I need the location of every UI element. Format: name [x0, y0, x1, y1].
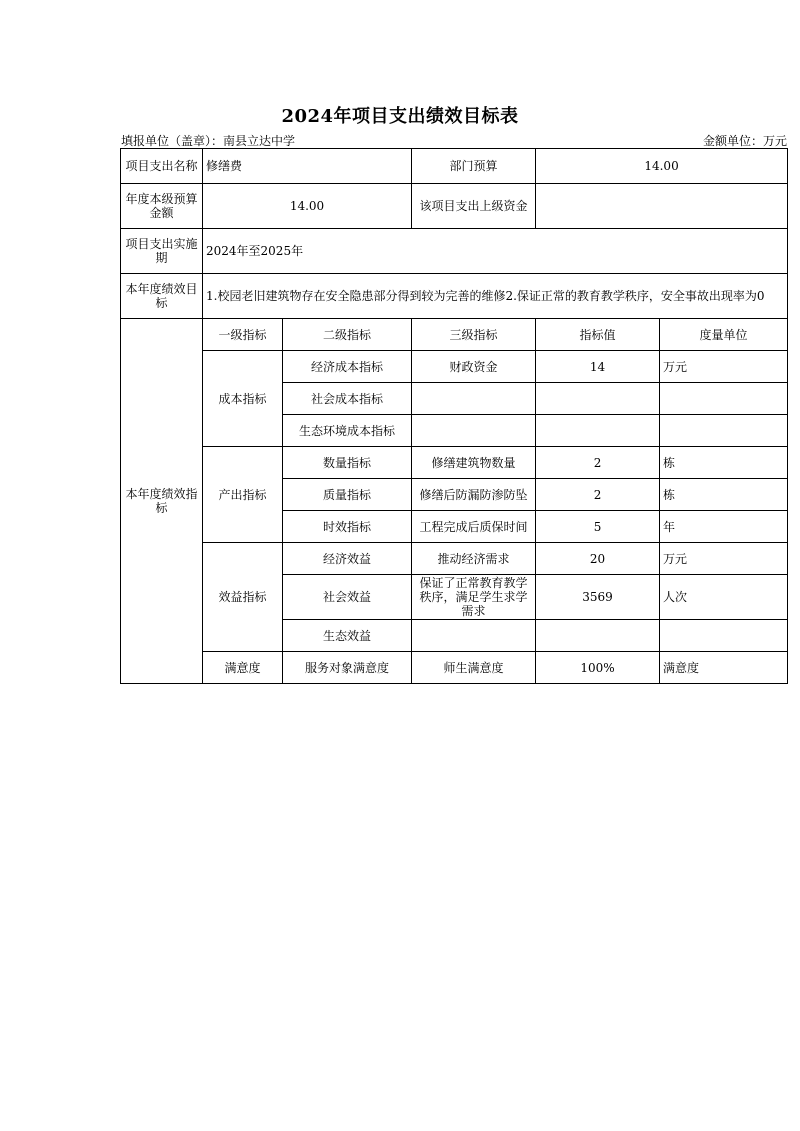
amount-unit: 金额单位：万元 [702, 134, 787, 148]
project-name-row [121, 149, 788, 184]
table-row [121, 543, 788, 575]
header-unit: 度量单位 [660, 319, 788, 351]
level2-cell: 社会效益 [283, 575, 412, 620]
unit-cell [660, 620, 788, 652]
level3-cell [412, 620, 536, 652]
unit-cell: 栋 [660, 479, 788, 511]
table-row [121, 652, 788, 684]
level2-cell: 社会成本指标 [283, 383, 412, 415]
level2-cell: 生态环境成本指标 [283, 415, 412, 447]
level2-cell: 数量指标 [283, 447, 412, 479]
level2-cell: 质量指标 [283, 479, 412, 511]
goal-label: 本年度绩效目标 [121, 274, 203, 319]
level3-cell: 修缮建筑物数量 [412, 447, 536, 479]
value-cell: 5 [536, 511, 660, 543]
goal-row [121, 274, 788, 319]
level2-cell: 生态效益 [283, 620, 412, 652]
performance-table [120, 148, 788, 684]
header-level3: 三级指标 [412, 319, 536, 351]
period-label: 项目支出实施期 [121, 229, 203, 274]
project-name-label: 项目支出名称 [121, 149, 203, 184]
level3-cell [412, 415, 536, 447]
unit-cell: 年 [660, 511, 788, 543]
superior-funds-label: 该项目支出上级资金 [412, 184, 536, 229]
project-name-value: 修缮费 [203, 149, 412, 184]
value-cell: 14 [536, 351, 660, 383]
unit-cell [660, 383, 788, 415]
level2-cell: 经济效益 [283, 543, 412, 575]
level2-cell: 服务对象满意度 [283, 652, 412, 684]
unit-cell: 栋 [660, 447, 788, 479]
value-cell: 2 [536, 447, 660, 479]
annual-amount-value: 14.00 [203, 184, 412, 229]
level2-cell: 时效指标 [283, 511, 412, 543]
unit-cell: 万元 [660, 351, 788, 383]
dept-budget-value: 14.00 [536, 149, 788, 184]
level3-cell: 师生满意度 [412, 652, 536, 684]
goal-value: 1.校园老旧建筑物存在安全隐患部分得到较为完善的维修2.保证正常的教育教学秩序，安全事故出现率为0 [203, 274, 788, 319]
indicator-header-row [121, 319, 788, 351]
period-value: 2024年至2025年 [203, 229, 788, 274]
header-value: 指标值 [536, 319, 660, 351]
unit-cell: 万元 [660, 543, 788, 575]
value-cell: 20 [536, 543, 660, 575]
level3-cell: 工程完成后质保时间 [412, 511, 536, 543]
unit-cell [660, 415, 788, 447]
indicator-section-label: 本年度绩效指标 [121, 319, 203, 684]
header-level1: 一级指标 [203, 319, 283, 351]
value-cell [536, 620, 660, 652]
level1-cell: 效益指标 [203, 543, 283, 652]
value-cell: 3569 [536, 575, 660, 620]
level2-cell: 经济成本指标 [283, 351, 412, 383]
value-cell [536, 383, 660, 415]
value-cell: 100% [536, 652, 660, 684]
level3-cell: 修缮后防漏防渗防坠 [412, 479, 536, 511]
filling-unit: 填报单位（盖章）：南县立达中学 [121, 134, 296, 148]
level3-cell [412, 383, 536, 415]
table-row [121, 447, 788, 479]
page-title: 2024年项目支出绩效目标表 [281, 106, 519, 127]
period-row [121, 229, 788, 274]
annual-amount-label: 年度本级预算金额 [121, 184, 203, 229]
superior-funds-value [536, 184, 788, 229]
level1-cell: 成本指标 [203, 351, 283, 447]
dept-budget-label: 部门预算 [412, 149, 536, 184]
annual-amount-row [121, 184, 788, 229]
unit-cell: 人次 [660, 575, 788, 620]
level3-cell: 财政资金 [412, 351, 536, 383]
level3-cell: 推动经济需求 [412, 543, 536, 575]
level1-cell: 产出指标 [203, 447, 283, 543]
value-cell [536, 415, 660, 447]
level3-cell: 保证了正常教育教学秩序，满足学生求学需求 [412, 575, 536, 620]
unit-cell: 满意度 [660, 652, 788, 684]
table-row [121, 351, 788, 383]
value-cell: 2 [536, 479, 660, 511]
level1-cell: 满意度 [203, 652, 283, 684]
header-level2: 二级指标 [283, 319, 412, 351]
